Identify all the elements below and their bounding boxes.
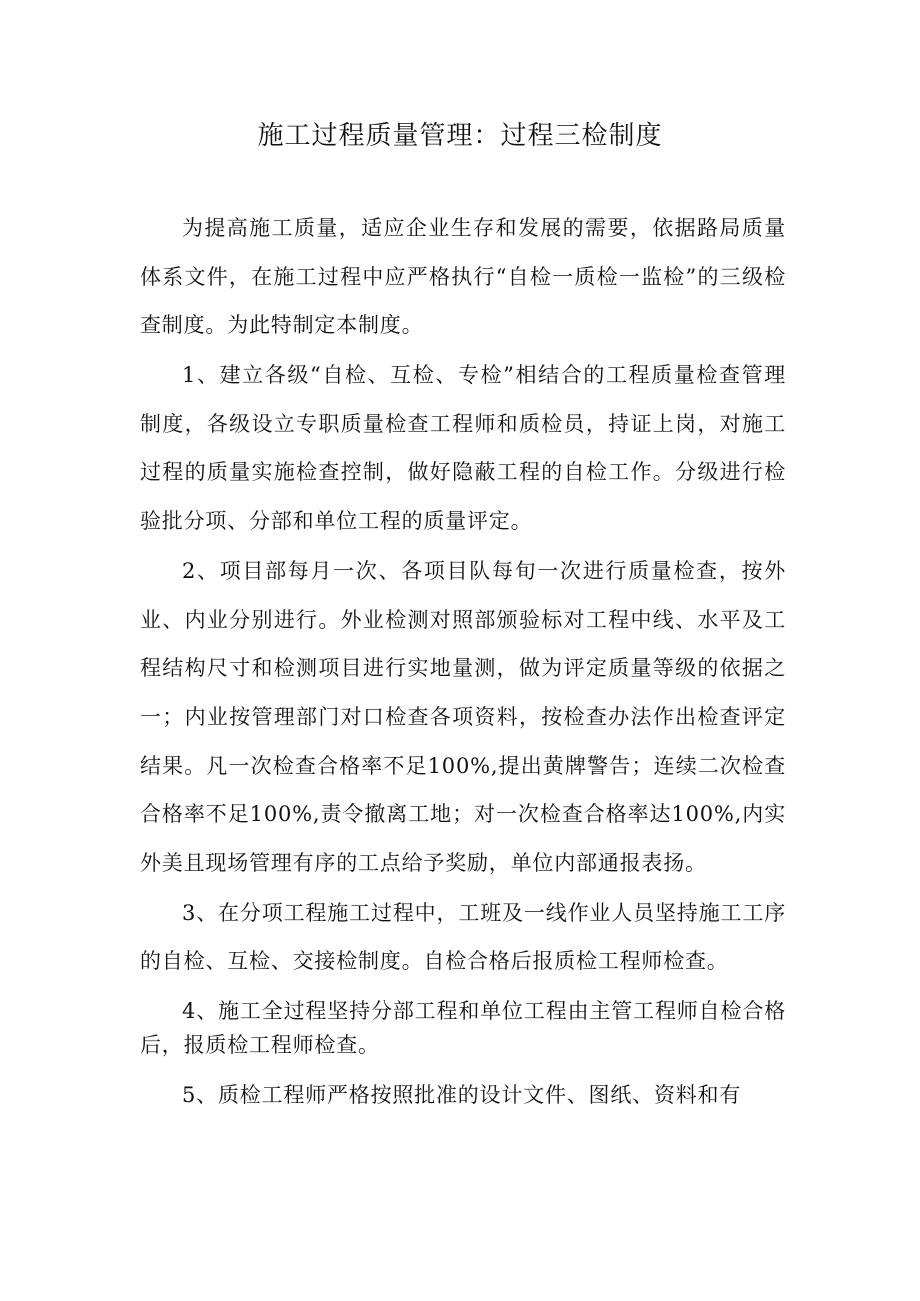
document-body xyxy=(140,204,786,1120)
paragraph-intro: 为提高施工质量，适应企业生存和发展的需要，依据路局质量体系文件，在施工过程中应严格执行“自检一质检一监检”的三级检查制度。为此特制定本制度。 xyxy=(140,216,786,338)
paragraph-item-5: 5、质检工程师严格按照批准的设计文件、图纸、资料和有 xyxy=(182,1083,742,1107)
paragraph-item-3: 3、在分项工程施工过程中，工班及一线作业人员坚持施工工序的自检、互检、交接检制度。自检合格后报质检工程师检查。 xyxy=(140,900,786,974)
paragraph-item-4: 4、施工全过程坚持分部工程和单位工程由主管工程师自检合格后，报质检工程师检查。 xyxy=(140,998,786,1057)
paragraph-item-2: 2、项目部每月一次、各项目队每旬一次进行质量检查，按外业、内业分别进行。外业检测对照部颁验标对工程中线、水平及工程结构尺寸和检测项目进行实地量测，做为评定质量等级的依据之一；内业按管理部门对口检查各项资料，按检查办法作出检查评定结果。凡一次检查合格率不足100%,提出黄牌警告；连续二次检查合格率不足100%,责令撤离工地；对一次检查合格率达100%,内实外美且现场管理有序的工点给予奖励，单位内部通报表扬。 xyxy=(140,559,786,875)
paragraph-item-1: 1、建立各级“自检、互检、专检”相结合的工程质量检查管理制度，各级设立专职质量检查工程师和质检员，持证上岗，对施工过程的质量实施检查控制，做好隐蔽工程的自检工作。分级进行检验批分项、分部和单位工程的质量评定。 xyxy=(140,363,786,534)
document-title: 施工过程质量管理：过程三检制度 xyxy=(257,121,663,151)
